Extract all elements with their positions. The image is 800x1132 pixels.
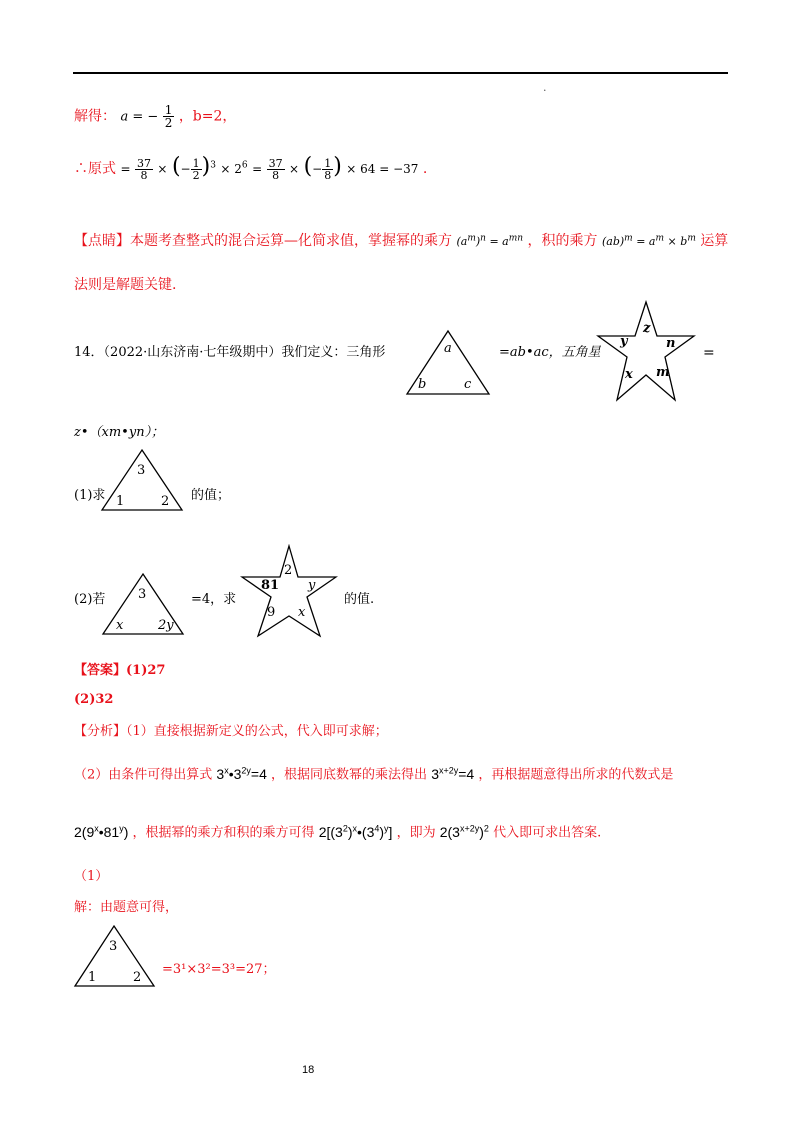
therefore-label: ∴原式	[74, 161, 116, 177]
q14-def-star: z•（xm•yn）；	[74, 425, 165, 440]
expr-tail: × 64 = −37	[346, 162, 419, 176]
p1-prefix: (1)求	[74, 488, 106, 503]
header-dot: .	[543, 81, 547, 94]
frac-37-8-b-num: 37	[268, 156, 283, 170]
analysis-3a: ，根据幂的乘方和积的乘方可得	[132, 825, 315, 841]
formula-2-3x2y-sq: $2(3^{x+2y})^2$	[439, 823, 489, 840]
p1-suffix: 的值；	[191, 488, 231, 503]
pow-2: × 2	[220, 162, 242, 176]
times-sign-1: ×	[157, 162, 168, 176]
a-fraction	[163, 104, 175, 129]
analysis-2b: ，根据同底数幂的乘法得出	[271, 767, 428, 783]
definition-triangle	[404, 328, 494, 398]
formula-2-9x-81y: 2(9$^x$•81$^y$)	[74, 823, 129, 840]
p2-tri-right: 2y	[158, 618, 174, 633]
q14-intro: 14．（2022·山东济南·七年级期中）我们定义：三角形	[74, 345, 386, 360]
p1-tri-left: 1	[116, 494, 125, 509]
times-sign-2: ×	[289, 162, 300, 176]
tri-label-b: b	[418, 377, 427, 392]
analysis-2c: ，再根据题意得出所求的代数式是	[478, 767, 674, 783]
frac-1-8-num: 1	[324, 156, 332, 170]
exponent-3: 3	[210, 160, 216, 171]
star-label-n: n	[666, 336, 676, 351]
part1-triangle	[73, 924, 157, 990]
eq-sign-2: =	[252, 162, 263, 176]
formula-power-of-power: $(a^m)^n = a^{mn}$	[456, 233, 524, 248]
frac-1-8	[322, 158, 333, 181]
star-label-m: m	[656, 365, 670, 380]
a-value: a = −	[120, 109, 159, 125]
p2-mid: =4，求	[191, 592, 237, 607]
frac-1-2-num: 1	[192, 156, 200, 170]
frac-37-8-b-den: 8	[272, 168, 280, 182]
p1-tri-right: 2	[161, 494, 170, 509]
p2-tri-top: 3	[138, 587, 147, 602]
eq-sign-1: =	[120, 162, 131, 176]
answer-2: (2)32	[74, 692, 114, 707]
p2-star-x: x	[298, 605, 306, 620]
formula-2-32x-34y: $2[(3^2)^x•(3^4)^y]$	[318, 823, 393, 840]
p1-triangle	[100, 448, 186, 514]
page-number: 18	[302, 1064, 315, 1076]
definition-star	[596, 300, 696, 404]
solution-line-a-b	[74, 104, 236, 129]
p2-star-9: 9	[267, 605, 276, 620]
exponent-6: 6	[241, 160, 248, 171]
p2-star-81: 81	[261, 578, 280, 593]
frac-37-8-a-num: 37	[136, 156, 151, 170]
formula-3-x-plus-2y: $3^{x+2y}=4$	[431, 765, 475, 782]
tri-label-a: a	[444, 341, 452, 356]
q14-def-tri: =ab•ac，五角星	[499, 345, 601, 360]
header-rule	[73, 72, 728, 74]
frac-1-2	[191, 158, 202, 181]
analysis-3c: 代入即可求出答案.	[493, 825, 602, 841]
solution-line-original: ∴原式 = $\frac{37}{8}$ × (− $\frac{1}{2}$ )$^3 \times 2^6$ = $\frac{37}{8}$ × (− $\frac{1}{8}$ ) × 64 = −37 .	[74, 154, 428, 182]
analysis-3b: ，即为	[396, 825, 436, 841]
part1-jie: 解：由题意可得，	[74, 900, 179, 915]
p2-star	[240, 544, 338, 638]
p2-star-y: y	[308, 578, 316, 593]
dianjing-text-b: ，积的乘方	[527, 233, 598, 249]
dianjing-line-2: 法则是解题关键.	[74, 277, 177, 293]
jiede-label: 解得：	[74, 108, 116, 125]
p2-prefix: (2)若	[74, 592, 106, 607]
analysis-2a: （2）由条件可得出算式	[74, 767, 213, 783]
frac-1-8-den: 8	[324, 168, 332, 182]
frac-37-8-a	[135, 158, 153, 181]
formula-3x-32y: $3^x•3^{2y}=4$	[216, 765, 267, 782]
star-label-x: x	[625, 367, 633, 382]
star-label-y: y	[620, 334, 628, 349]
part1-label: （1）	[74, 869, 109, 884]
p2-star-top: 2	[284, 563, 293, 578]
tri-label-c: c	[464, 377, 472, 392]
dianjing-text-c: 运算	[700, 233, 729, 249]
p2-tri-left: x	[116, 618, 124, 633]
part1-tri-right: 2	[133, 970, 142, 985]
a-fraction-num: 1	[164, 103, 173, 117]
p2-suffix: 的值.	[344, 592, 375, 607]
frac-37-8-a-den: 8	[140, 168, 148, 182]
p1-tri-top: 3	[137, 463, 146, 478]
frac-1-2-den: 2	[192, 168, 200, 182]
dianjing-text-a: 【点睛】本题考查整式的混合运算—化简求值，掌握幂的乘方	[74, 233, 452, 249]
frac-37-8-b	[267, 158, 285, 181]
analysis-line-3	[74, 824, 601, 840]
a-fraction-den: 2	[164, 116, 173, 130]
p2-triangle	[101, 572, 187, 638]
part1-result: =3¹×3²=3³=27；	[162, 962, 276, 977]
formula-power-of-product: $(ab)^m = a^m \times b^m$	[601, 233, 696, 248]
b-value: ，b=2，	[178, 108, 237, 125]
dianjing-line-1	[74, 234, 728, 248]
analysis-line-2	[74, 766, 673, 782]
q14-def-star-eq: =	[703, 345, 715, 361]
answer-1: 【答案】(1)27	[74, 663, 166, 678]
part1-tri-left: 1	[88, 970, 97, 985]
star-label-z: z	[643, 321, 651, 336]
period: .	[422, 161, 428, 177]
part1-tri-top: 3	[109, 939, 118, 954]
analysis-line-1: 【分析】（1）直接根据新定义的公式，代入即可求解；	[74, 724, 388, 739]
